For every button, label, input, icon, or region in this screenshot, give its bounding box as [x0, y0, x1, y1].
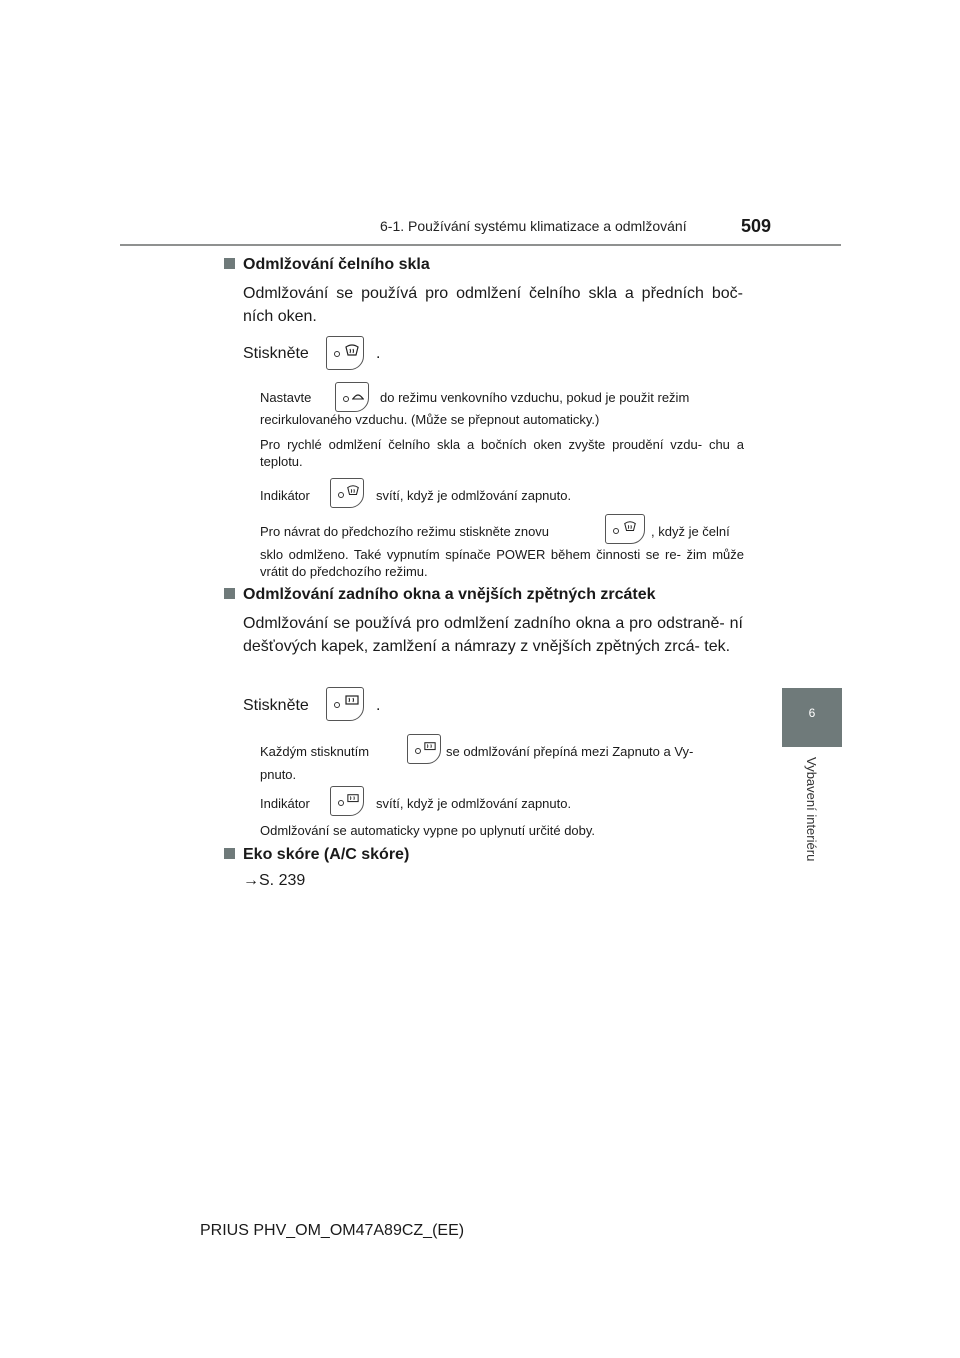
- footer-document-code: PRIUS PHV_OM_OM47A89CZ_(EE): [200, 1222, 465, 1239]
- front-note1-a: Nastavte: [260, 390, 312, 405]
- eco-score-heading: Eko skóre (A/C skóre): [224, 846, 409, 864]
- front-defog-heading: Odmlžování čelního skla: [224, 256, 430, 274]
- windshield-defog-icon: [344, 343, 360, 359]
- front-press-end: .: [376, 345, 381, 362]
- chapter-side-label: Vybavení interiéru: [804, 757, 819, 862]
- recirculation-icon: [351, 391, 365, 403]
- windshield-defog-icon: [346, 484, 360, 498]
- rear-toggle-button: [407, 734, 441, 764]
- front-note4-a: Pro návrat do předchozího režimu stiskněte znovu: [260, 524, 550, 539]
- windshield-defog-icon: [623, 520, 637, 534]
- rear-press-label: Stiskněte: [243, 697, 309, 714]
- section-square-icon: [224, 848, 235, 859]
- front-defog-intro: Odmlžování se používá pro odmlžení čelního skla a předních boč- ních oken.: [243, 285, 743, 325]
- front-return-button: [605, 514, 645, 544]
- front-note1-b: do režimu venkovního vzduchu, pokud je použit režim: [380, 390, 690, 405]
- rear-defog-intro: Odmlžování se používá pro odmlžení zadního okna a pro odstraně- ní dešťových kapek, zamlžení a námrazy z vnějších zpětných zrcá- tek.: [243, 615, 743, 655]
- front-press-label: Stiskněte: [243, 345, 309, 362]
- front-note4-c: sklo odmlženo. Také vypnutím spínače POWER během činnosti se re- žim může vrátit do předchozího režimu.: [260, 547, 744, 579]
- rear-note1-b: se odmlžování přepíná mezi Zapnuto a Vy-: [446, 744, 694, 759]
- section-square-icon: [224, 588, 235, 599]
- front-note3-a: Indikátor: [260, 488, 310, 503]
- rear-note1-a: Každým stisknutím: [260, 744, 370, 759]
- page-number: 509: [741, 216, 772, 236]
- header-section-title: 6-1. Používání systému klimatizace a odmlžování: [380, 218, 687, 234]
- rear-defog-heading: Odmlžování zadního okna a vnějších zpětných zrcátek: [224, 586, 656, 604]
- front-note3-b: svítí, když je odmlžování zapnuto.: [376, 488, 572, 503]
- front-note4-b: , když je čelní: [651, 524, 730, 539]
- rear-note3: Odmlžování se automaticky vypne po uplynutí určité doby.: [260, 823, 596, 838]
- rear-press-end: .: [376, 697, 381, 714]
- chapter-tab: 6: [782, 688, 842, 747]
- eco-score-page-ref[interactable]: →S. 239: [243, 872, 306, 889]
- rear-defog-button: [326, 687, 364, 721]
- rear-note2-a: Indikátor: [260, 796, 310, 811]
- rear-defog-icon: [344, 694, 360, 708]
- section-square-icon: [224, 258, 235, 269]
- rear-note1-c: pnuto.: [260, 767, 297, 782]
- recirculation-button: [335, 382, 369, 412]
- rear-defog-icon: [346, 793, 360, 805]
- front-note1-c: recirkulovaného vzduchu. (Může se přepnout automaticky.): [260, 412, 600, 427]
- front-defog-button: [326, 336, 364, 370]
- rear-defog-icon: [423, 741, 437, 753]
- rear-note2-b: svítí, když je odmlžování zapnuto.: [376, 796, 572, 811]
- front-note2: Pro rychlé odmlžení čelního skla a bočních oken zvyšte proudění vzdu- chu a teplotu.: [260, 437, 744, 469]
- rear-indicator-button: [330, 786, 364, 816]
- header-divider: [120, 244, 841, 246]
- front-indicator-button: [330, 478, 364, 508]
